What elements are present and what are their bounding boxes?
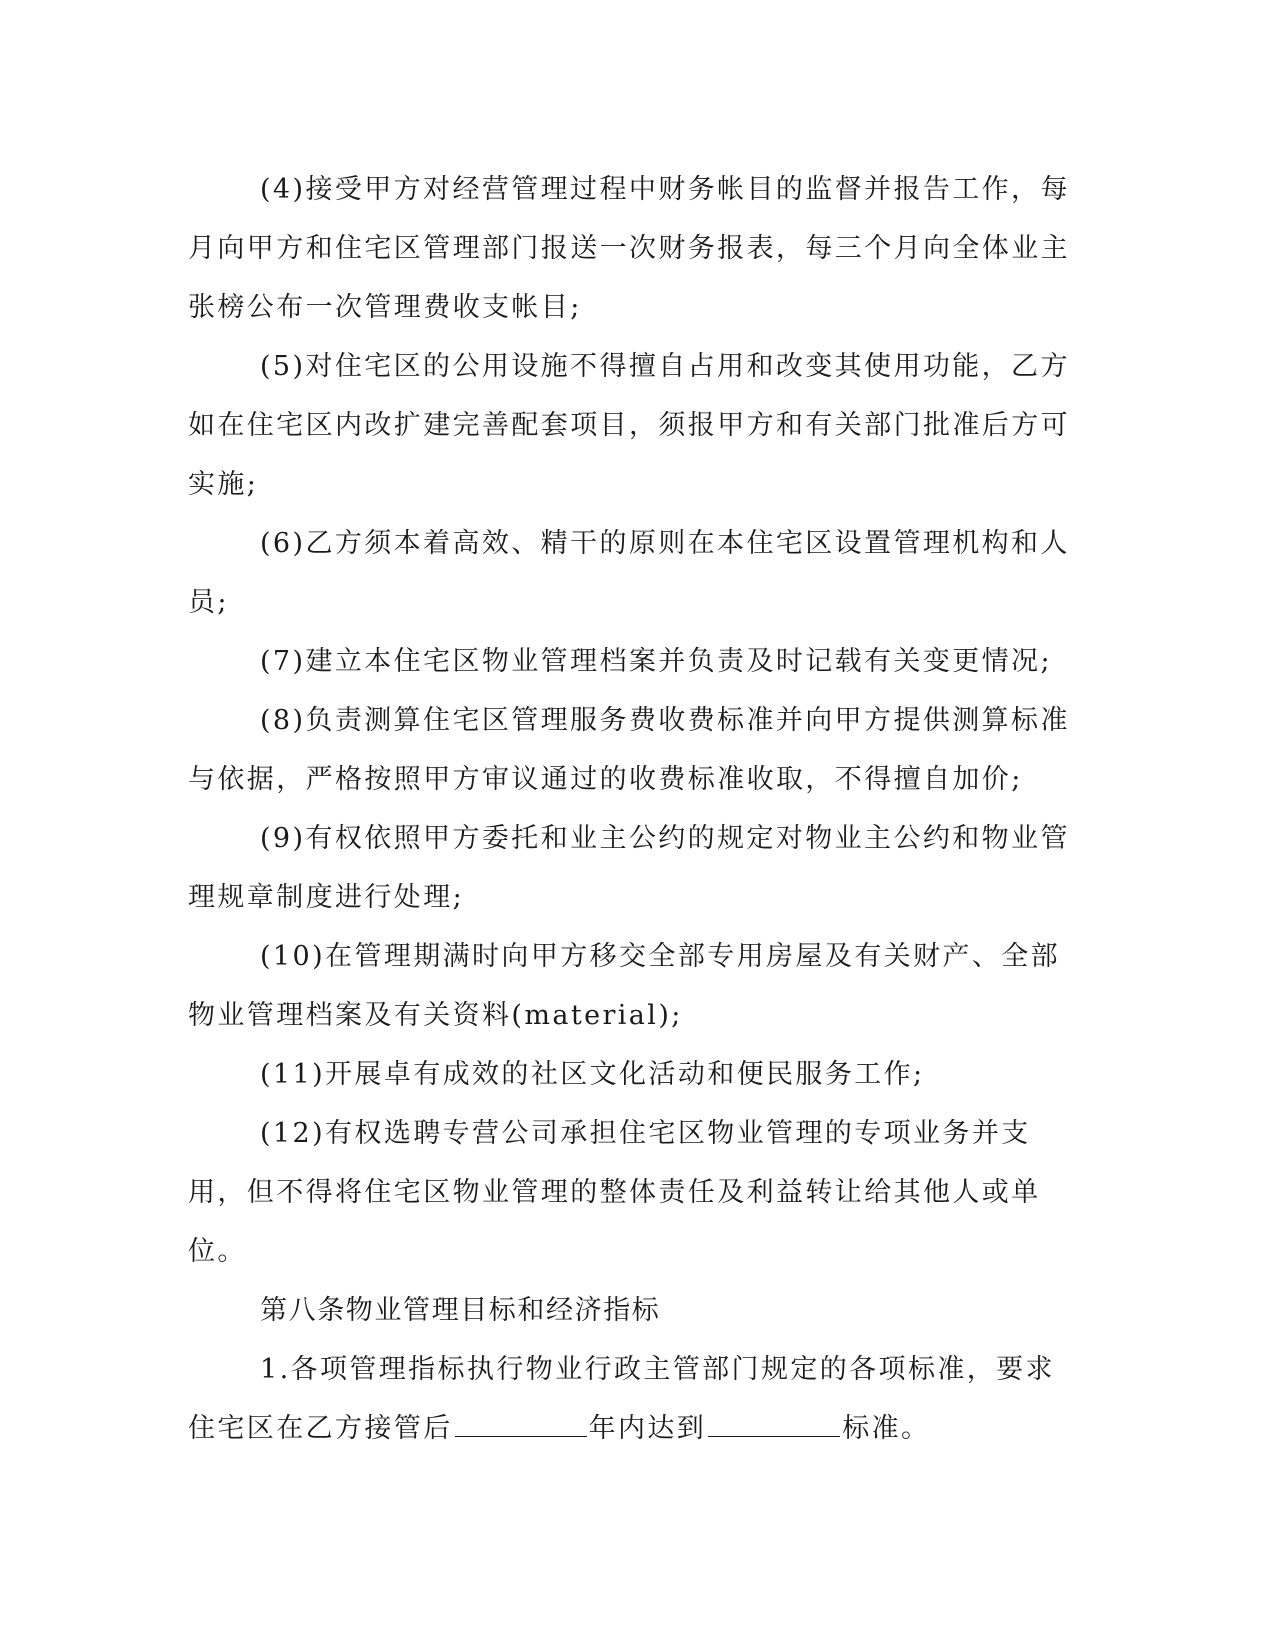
clause-item-10: (10)在管理期满时向甲方移交全部专用房屋及有关财产、全部物业管理档案及有关资料(material);	[188, 941, 1061, 1031]
fill-blank-standard[interactable]	[708, 1435, 840, 1437]
clause-1-text-a: 1.各项管理指标执行物业行政主管部门规定的各项标准，要求住宅区在乙方接管后	[188, 1354, 1055, 1444]
clause-item-7: (7)建立本住宅区物业管理档案并负责及时记载有关变更情况;	[260, 646, 1052, 677]
document-body	[188, 160, 1078, 1458]
section-heading: 第八条物业管理目标和经济指标	[260, 1295, 661, 1326]
fill-blank-years[interactable]	[455, 1435, 587, 1437]
clause-1-text-c: 标准。	[842, 1413, 931, 1444]
clause-item-5: (5)对住宅区的公用设施不得擅自占用和改变其使用功能，乙方如在住宅区内改扩建完善配套项目，须报甲方和有关部门批准后方可实施;	[188, 351, 1070, 500]
clause-item-12: (12)有权选聘专营公司承担住宅区物业管理的专项业务并支用，但不得将住宅区物业管理的整体责任及利益转让给其他人或单位。	[188, 1118, 1041, 1267]
clause-item-8: (8)负责测算住宅区管理服务费收费标准并向甲方提供测算标准与依据，严格按照甲方审议通过的收费标准收取，不得擅自加价;	[188, 705, 1070, 795]
clause-1	[188, 1340, 1078, 1458]
clause-item-6: (6)乙方须本着高效、精干的原则在本住宅区设置管理机构和人员;	[188, 528, 1070, 618]
clause-item-4: (4)接受甲方对经营管理过程中财务帐目的监督并报告工作，每月向甲方和住宅区管理部门报送一次财务报表，每三个月向全体业主张榜公布一次管理费收支帐目;	[188, 174, 1070, 323]
clause-item-9: (9)有权依照甲方委托和业主公约的规定对物业主公约和物业管理规章制度进行处理;	[188, 823, 1070, 913]
clause-1-text-b: 年内达到	[588, 1413, 707, 1444]
clause-item-11: (11)开展卓有成效的社区文化活动和便民服务工作;	[260, 1059, 925, 1090]
